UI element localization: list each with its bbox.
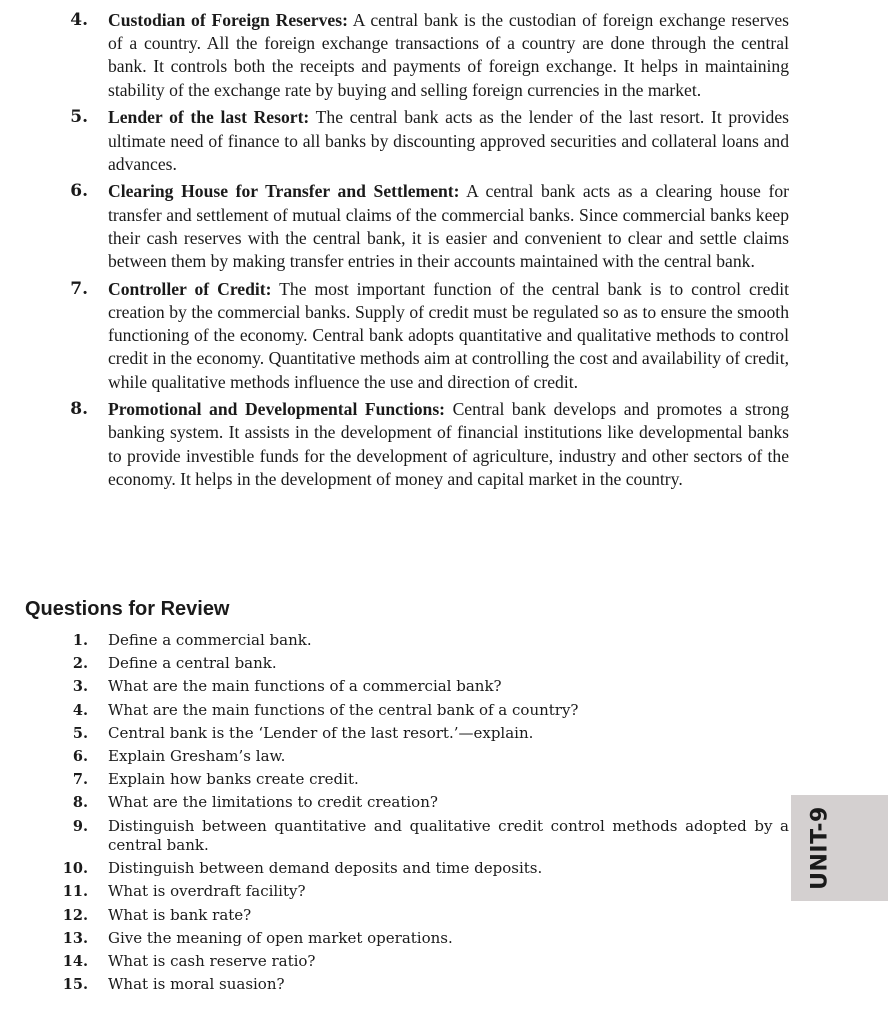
question-number: 15. [62, 976, 88, 994]
question-text: Distinguish between demand deposits and time deposits. [108, 859, 543, 878]
item-body [108, 398, 789, 491]
question-text: What is bank rate? [108, 905, 252, 924]
question-number: 13. [62, 929, 88, 947]
question-number: 9. [72, 817, 88, 835]
question-text: What is moral suasion? [108, 975, 285, 994]
unit-label: UNIT-9 [807, 806, 833, 890]
function-item [0, 106, 888, 176]
question-text: Give the meaning of open market operations. [108, 928, 453, 947]
item-title: Promotional and Developmental Functions: [108, 399, 446, 420]
function-item [0, 398, 888, 491]
question-item [0, 724, 888, 744]
unit-side-tab [791, 795, 888, 901]
question-text: Define a commercial bank. [108, 631, 312, 649]
question-text: Distinguish between quantitative and qualitative credit control methods adopted by a central bank. [108, 816, 789, 855]
question-item [0, 793, 888, 813]
question-number: 10. [62, 860, 88, 878]
item-text: Central bank develops and promotes a strong banking system. It assists in the development of financial institutions like developmental banks to provide investible funds for the development of agriculture, industry and other sectors of the economy. It helps in the development of money and capital market in the country. [108, 399, 789, 489]
question-number: 4. [72, 701, 88, 719]
question-text: What is overdraft facility? [108, 882, 306, 901]
item-body [108, 278, 789, 394]
question-item [0, 747, 888, 767]
question-number: 3. [72, 678, 88, 696]
question-item [0, 952, 888, 972]
item-title: Clearing House for Transfer and Settlement: [108, 181, 460, 202]
question-number: 11. [62, 883, 88, 901]
item-number: 7. [70, 278, 88, 299]
question-number: 5. [72, 724, 88, 742]
item-text: A central bank acts as a clearing house for transfer and settlement of mutual claims of the commercial banks. Since commercial banks keep their cash reserves with the central bank, it is easier and convenient to clear and settle claims between them by making transfer entries in their accounts maintained with the central bank. [108, 181, 790, 272]
section-heading: Questions for Review [25, 598, 230, 620]
review-questions-list [0, 631, 888, 998]
function-item [0, 180, 888, 273]
question-text: Explain how banks create credit. [108, 770, 359, 789]
question-number: 6. [72, 747, 88, 765]
item-title: Lender of the last Resort: [108, 107, 310, 128]
question-item [0, 654, 888, 674]
item-body [108, 9, 789, 102]
question-text: Explain Gresham’s law. [108, 746, 286, 765]
question-item [0, 859, 888, 879]
question-number: 7. [72, 771, 88, 789]
question-text: What are the main functions of the central bank of a country? [108, 700, 579, 719]
question-number: 1. [72, 632, 88, 649]
function-item [0, 9, 888, 102]
question-number: 12. [62, 906, 88, 924]
question-text: Central bank is the ‘Lender of the last resort.’—explain. [108, 723, 534, 742]
question-number: 2. [72, 655, 88, 673]
functions-list [0, 9, 888, 496]
question-number: 8. [72, 794, 88, 812]
question-item [0, 677, 888, 697]
item-number: 4. [70, 10, 88, 30]
item-number: 8. [70, 399, 88, 420]
question-item [0, 817, 888, 856]
question-item [0, 701, 888, 721]
item-title: Controller of Credit: [108, 278, 272, 299]
item-body [108, 180, 789, 273]
item-text: The central bank acts as the lender of the last resort. It provides ultimate need of finance to all banks by discounting approved securities and collateral loans and advances. [108, 107, 789, 174]
question-item [0, 882, 888, 902]
item-number: 6. [70, 181, 88, 202]
question-item [0, 975, 888, 995]
function-item [0, 278, 888, 394]
question-text: What are the limitations to credit creation? [108, 793, 438, 812]
question-text: Define a central bank. [108, 654, 277, 673]
question-number: 14. [62, 953, 88, 971]
question-text: What are the main functions of a commercial bank? [108, 677, 502, 696]
question-item [0, 770, 888, 790]
question-item [0, 929, 888, 949]
item-text: A central bank is the custodian of foreign exchange reserves of a country. All the foreign exchange transactions of a country are done through the central bank. It controls both the receipts and payments of foreign exchange. It helps in maintaining stability of the exchange rate by buying and selling foreign currencies in the market. [108, 10, 790, 100]
question-text: What is cash reserve ratio? [108, 952, 316, 971]
question-item [0, 631, 888, 651]
item-body [108, 106, 789, 176]
item-text: The most important function of the central bank is to control credit creation by the commercial banks. Supply of credit must be regulated so as to ensure the smooth functioning of the economy. Central bank adopts quantitative and qualitative methods to control credit in the economy. Quantitative methods aim at controlling the cost and availability of credit, while qualitative methods influence the use and direction of credit. [108, 278, 789, 392]
question-item [0, 906, 888, 926]
item-title: Custodian of Foreign Reserves: [108, 10, 348, 30]
item-number: 5. [70, 107, 88, 128]
